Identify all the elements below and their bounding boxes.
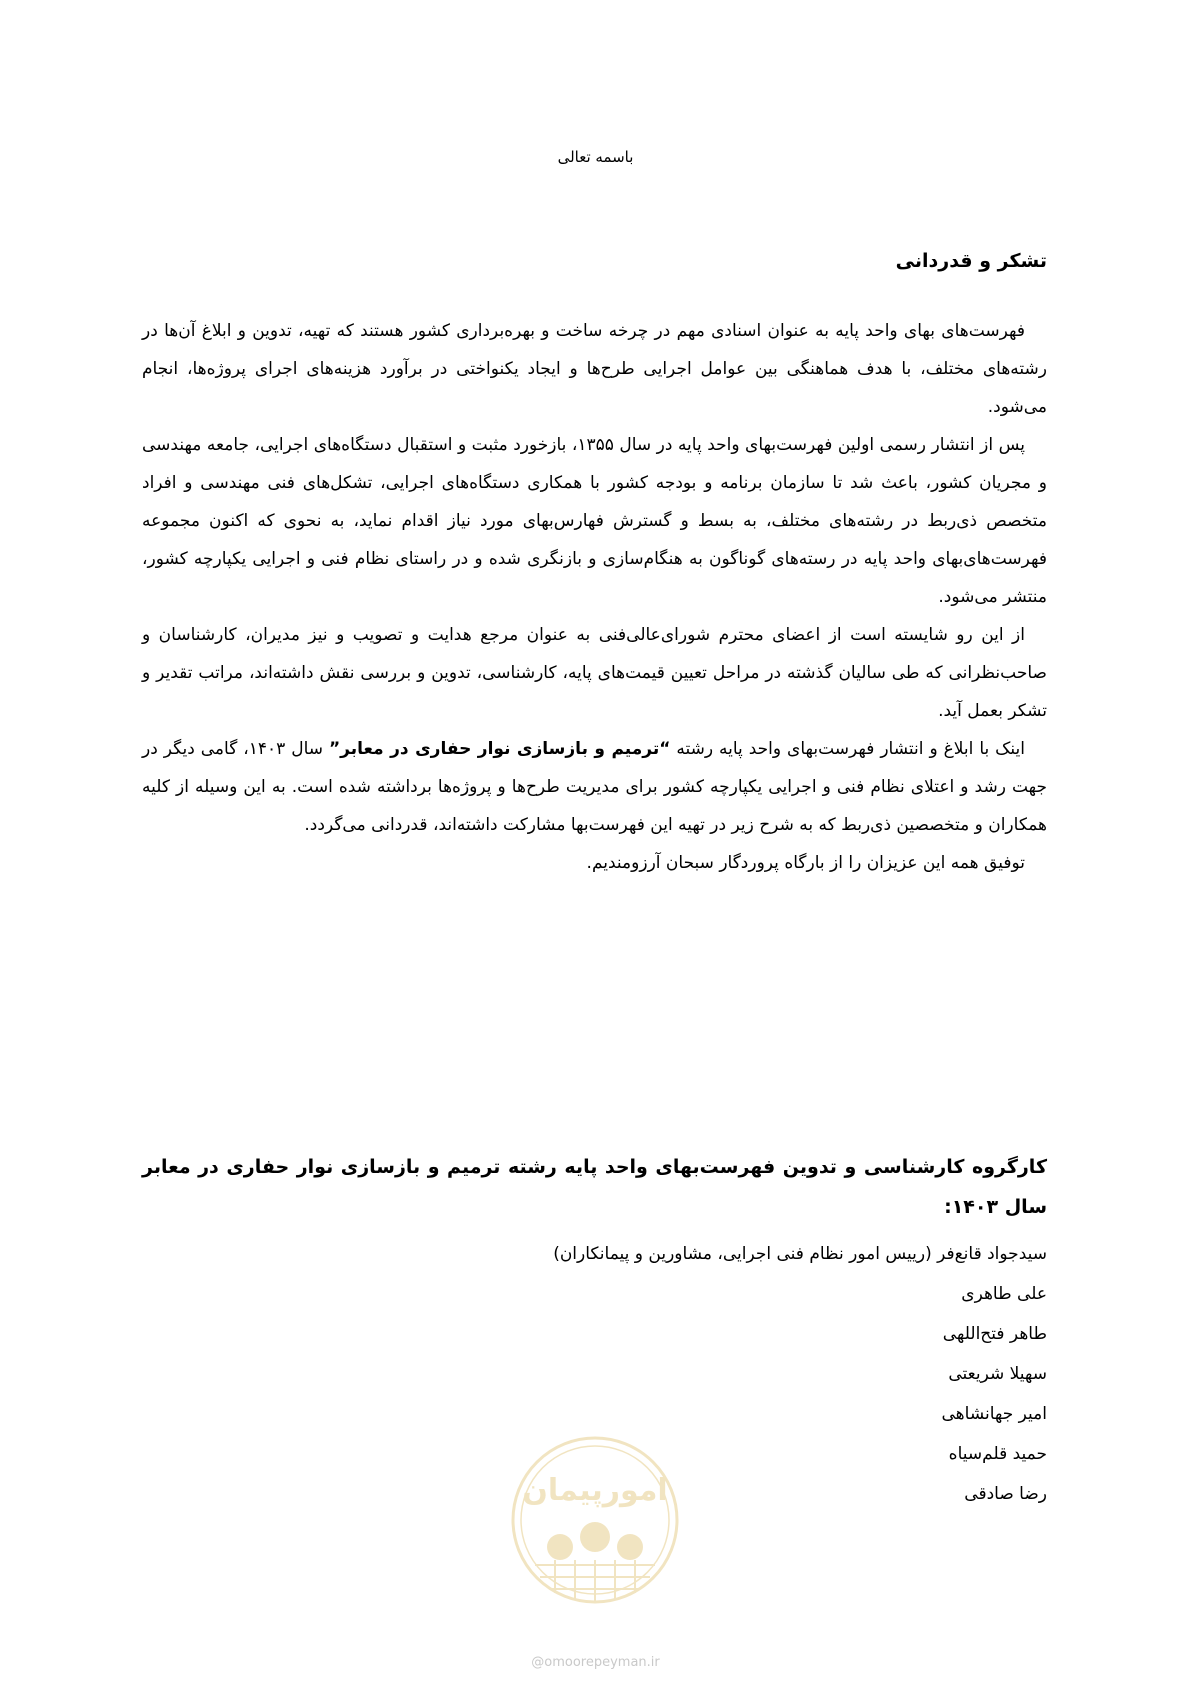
- watermark-logo-icon: [505, 1425, 685, 1645]
- watermark-url: @omoorepeyman.ir: [531, 1655, 660, 1670]
- paragraph-4: [142, 730, 1047, 844]
- member-item: حمید قلم‌سیاه: [948, 1444, 1047, 1464]
- section-title: تشکر و قدردانی: [895, 250, 1047, 272]
- acknowledgement-body: [142, 312, 1047, 882]
- member-item: رضا صادقی: [964, 1484, 1047, 1504]
- member-item: طاهر فتح‌اللهی: [942, 1324, 1047, 1344]
- member-item: امیر جهانشاهی: [941, 1404, 1047, 1424]
- member-item: سهیلا شریعتی: [948, 1364, 1047, 1384]
- paragraph-2: پس از انتشار رسمی اولین فهرست‌بهای واحد پایه در سال ۱۳۵۵، بازخورد مثبت و استقبال دستگاه‌های اجرایی، جامعه مهندسی و مجریان کشور، باعث شد تا سازمان برنامه و بودجه کشور با همکاری دستگاه‌های اجرایی، تشکل‌های فنی مهندسی و افراد متخصص ذی‌ربط در رشته‌های مختلف، به بسط و گسترش فهارس‌بهای مورد نیاز اقدام نماید، به نحوی که اکنون مجموعه فهرست‌های‌بهای واحد پایه در رسته‌های گوناگون به هنگام‌سازی و بازنگری شده و در راستای نظام فنی و اجرایی یکپارچه کشور، منتشر می‌شود.: [142, 435, 1047, 607]
- paragraph-3: از این رو شایسته است از اعضای محترم شورای‌عالی‌فنی به عنوان مرجع هدایت و تصویب و نیز مدیران، کارشناسان و صاحب‌نظرانی که طی سالیان گذشته در مراحل تعیین قیمت‌های پایه، کارشناسی، تدوین و بررسی نقش داشته‌اند، مراتب تقدیر و تشکر بعمل آید.: [142, 625, 1047, 721]
- paragraph-4-part-2: سال ۱۴۰۳، گامی دیگر در جهت رشد و اعتلای نظام فنی و اجرایی یکپارچه کشور برای مدیریت طرح‌ها و پروژه‌ها برداشته شده است. به این وسیله از کلیه همکاران و متخصصین ذی‌ربط که به شرح زیر در تهیه این فهرست‌بها مشارکت داشته‌اند، قدردانی می‌گردد.: [142, 739, 1047, 835]
- paragraph-4-bold-title: “ترمیم و بازسازی نوار حفاری در معابر”: [329, 739, 671, 759]
- paragraph-5: توفیق همه این عزیزان را از بارگاه پروردگار سبحان آرزومندیم.: [586, 853, 1025, 873]
- basmala-header: باسمه تعالی: [557, 148, 634, 166]
- working-group-title: کارگروه کارشناسی و تدوین فهرست‌بهای واحد پایه رشته ترمیم و بازسازی نوار حفاری در معابر سال ۱۴۰۳:: [142, 1156, 1047, 1218]
- watermark-logo-text: امورپیمان: [522, 1473, 668, 1508]
- member-item: علی طاهری: [961, 1284, 1047, 1304]
- paragraph-4-part-1: اینک با ابلاغ و انتشار فهرست‌بهای واحد پایه رشته: [670, 739, 1025, 759]
- member-item: سیدجواد قانع‌فر (رییس امور نظام فنی اجرایی، مشاورین و پیمانکاران): [553, 1244, 1047, 1264]
- paragraph-1: فهرست‌های بهای واحد پایه به عنوان اسنادی مهم در چرخه ساخت و بهره‌برداری کشور هستند که تهیه، تدوین و ابلاغ آن‌ها در رشته‌های مختلف، با هدف هماهنگی بین عوامل اجرایی طرح‌ها و ایجاد یکنواختی در برآورد هزینه‌های اجرای پروژه‌ها، انجام می‌شود.: [142, 321, 1047, 417]
